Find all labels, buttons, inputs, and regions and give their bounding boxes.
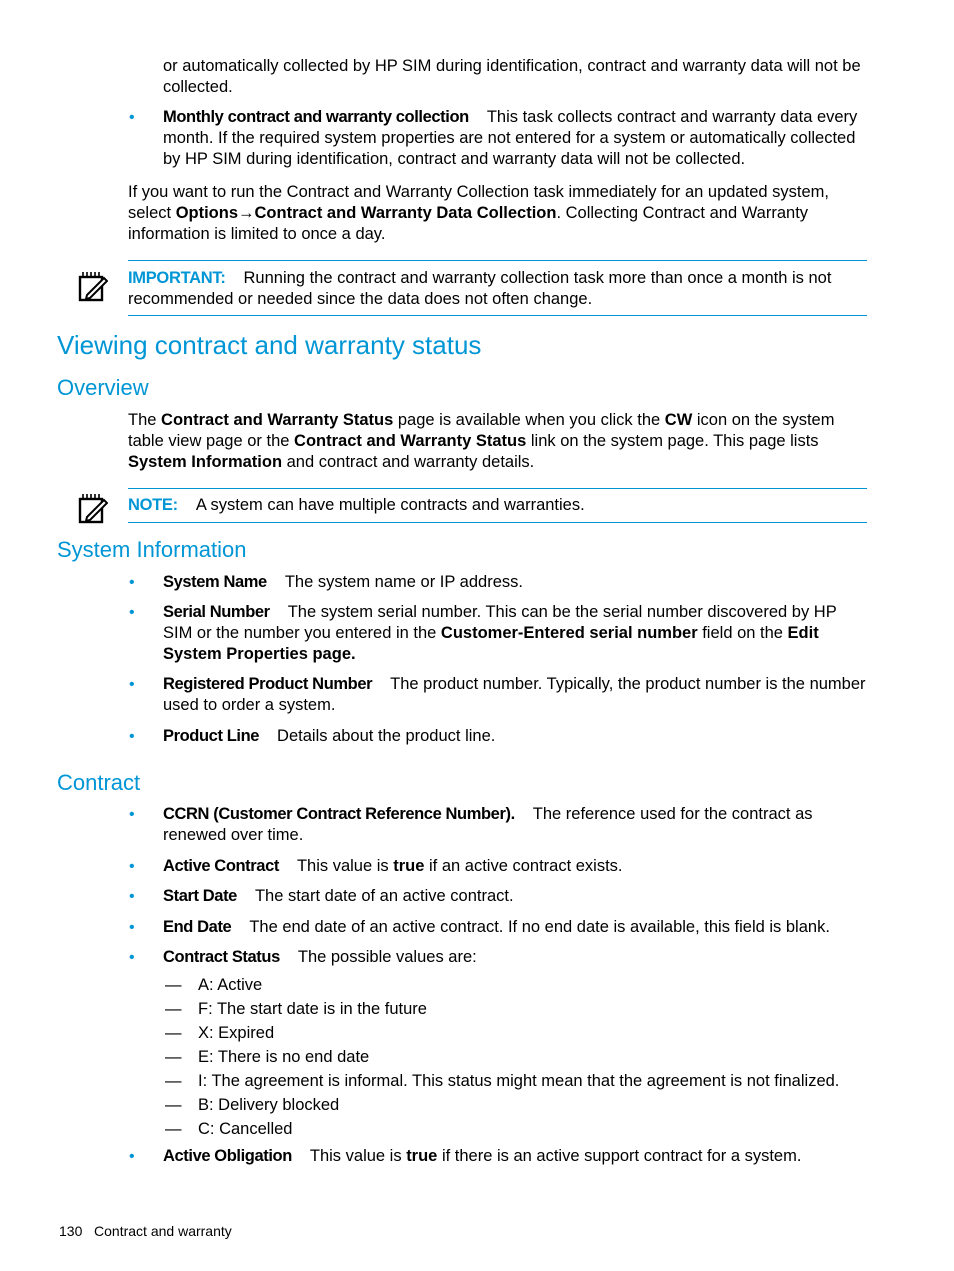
note-text: A system can have multiple contracts and warranties. bbox=[195, 496, 585, 514]
registered-product-label: Registered Product Number bbox=[163, 675, 373, 693]
ccrn-label: CCRN (Customer Contract Reference Number). bbox=[163, 805, 515, 823]
bullet-icon: • bbox=[129, 109, 135, 126]
status-value: A: Active bbox=[198, 976, 263, 994]
bullet-icon: • bbox=[129, 919, 135, 936]
system-name-item bbox=[163, 572, 868, 593]
status-value: B: Delivery blocked bbox=[198, 1096, 340, 1114]
serial-number-item bbox=[163, 602, 868, 665]
bullet-icon: • bbox=[129, 888, 135, 905]
registered-product-item bbox=[163, 674, 868, 716]
bullet-icon: • bbox=[129, 604, 135, 621]
notepad-pencil-icon bbox=[78, 492, 108, 524]
start-date-item bbox=[163, 886, 868, 907]
dash-marker: — bbox=[165, 1024, 182, 1042]
monthly-collection-label: Monthly contract and warranty collection bbox=[163, 108, 469, 126]
true-value: true bbox=[406, 1147, 438, 1165]
para-text: icon on the system table view page or the bbox=[128, 411, 835, 450]
para-text: The bbox=[128, 411, 162, 429]
run-immediately-paragraph bbox=[128, 182, 868, 245]
important-callout bbox=[128, 268, 868, 310]
cw-status-page-ref: Contract and Warranty Status bbox=[161, 411, 394, 429]
active-contract-text: This value is bbox=[296, 857, 394, 875]
system-name-label: System Name bbox=[163, 573, 267, 591]
overview-heading: Overview bbox=[57, 375, 149, 400]
notepad-pencil-icon bbox=[78, 270, 108, 302]
end-date-text: The end date of an active contract. If no end date is available, this field is blank. bbox=[249, 918, 830, 936]
status-value: F: The start date is in the future bbox=[198, 1000, 427, 1018]
monthly-collection-item bbox=[163, 107, 868, 170]
product-line-label: Product Line bbox=[163, 727, 260, 745]
contract-status-text: The possible values are: bbox=[297, 948, 477, 966]
active-obligation-text: This value is bbox=[309, 1147, 407, 1165]
status-value: X: Expired bbox=[198, 1024, 275, 1042]
status-value: C: Cancelled bbox=[198, 1120, 293, 1138]
intro-continuation: or automatically collected by HP SIM during identification, contract and warranty data will not be collected. bbox=[163, 57, 861, 96]
bullet-icon: • bbox=[129, 806, 135, 823]
menu-arrow: → bbox=[238, 204, 255, 222]
active-contract-label: Active Contract bbox=[163, 857, 279, 875]
overview-paragraph bbox=[128, 410, 868, 473]
contract-status-label: Contract Status bbox=[163, 948, 280, 966]
dash-marker: — bbox=[165, 1096, 182, 1114]
ccrn-item bbox=[163, 804, 868, 846]
note-label: NOTE: bbox=[128, 496, 178, 514]
contract-status-item bbox=[163, 947, 868, 968]
active-obligation-text: if there is an active support contract for a system. bbox=[437, 1147, 802, 1165]
bullet-icon: • bbox=[129, 676, 135, 693]
monthly-collection-text: This task collects contract and warranty data every month. If the required system properties are not entered for a system or automatically collected by HP SIM during identification, contract and warranty data will not be collected. bbox=[163, 108, 858, 168]
para-text: . Collecting Contract and Warranty information is limited to once a day. bbox=[128, 204, 809, 243]
bullet-icon: • bbox=[129, 1148, 135, 1165]
data-collection-menu-ref: Contract and Warranty Data Collection bbox=[254, 204, 557, 222]
important-top-rule bbox=[128, 260, 867, 261]
note-callout bbox=[128, 495, 868, 516]
chapter-title: Contract and warranty bbox=[94, 1223, 232, 1239]
start-date-text: The start date of an active contract. bbox=[254, 887, 514, 905]
bullet-icon: • bbox=[129, 728, 135, 745]
para-text: link on the system page. This page lists bbox=[526, 432, 819, 450]
ccrn-text: The reference used for the contract as renewed over time. bbox=[163, 805, 813, 844]
para-text: page is available when you click the bbox=[393, 411, 665, 429]
dash-marker: — bbox=[165, 1072, 182, 1090]
dash-marker: — bbox=[165, 1048, 182, 1066]
registered-product-text: The product number. Typically, the product number is the number used to order a system. bbox=[163, 675, 866, 714]
active-contract-text: if an active contract exists. bbox=[424, 857, 623, 875]
bullet-icon: • bbox=[129, 574, 135, 591]
system-information-heading: System Information bbox=[57, 537, 247, 562]
active-obligation-label: Active Obligation bbox=[163, 1147, 292, 1165]
serial-number-text: field on the bbox=[697, 624, 788, 642]
important-label: IMPORTANT: bbox=[128, 269, 226, 287]
serial-number-text: The system serial number. This can be the serial number discovered by HP SIM or the number you entered in the bbox=[163, 603, 837, 642]
edit-properties-page-ref: Edit System Properties page. bbox=[163, 624, 819, 663]
para-text: and contract and warranty details. bbox=[282, 453, 535, 471]
end-date-label: End Date bbox=[163, 918, 232, 936]
product-line-item bbox=[163, 726, 868, 747]
cw-icon-ref: CW bbox=[664, 411, 693, 429]
true-value: true bbox=[393, 857, 425, 875]
end-date-item bbox=[163, 917, 868, 938]
options-menu-ref: Options bbox=[175, 204, 239, 222]
dash-marker: — bbox=[165, 1000, 182, 1018]
section-title: Viewing contract and warranty status bbox=[57, 330, 482, 360]
customer-serial-field-ref: Customer-Entered serial number bbox=[440, 624, 698, 642]
page-number: 130 bbox=[59, 1223, 83, 1239]
start-date-label: Start Date bbox=[163, 887, 237, 905]
important-text: Running the contract and warranty collection task more than once a month is not recommended or needed since the data does not often change. bbox=[128, 269, 832, 308]
bullet-icon: • bbox=[129, 949, 135, 966]
note-bottom-rule bbox=[128, 522, 867, 523]
note-top-rule bbox=[128, 488, 867, 489]
serial-number-label: Serial Number bbox=[163, 603, 270, 621]
active-contract-item bbox=[163, 856, 868, 877]
para-text: If you want to run the Contract and Warranty Collection task immediately for an updated system, select bbox=[128, 183, 829, 222]
product-line-text: Details about the product line. bbox=[277, 727, 496, 745]
important-bottom-rule bbox=[128, 315, 867, 316]
status-value: I: The agreement is informal. This status might mean that the agreement is not finalized. bbox=[198, 1072, 840, 1090]
active-obligation-item bbox=[163, 1146, 868, 1167]
dash-marker: — bbox=[165, 1120, 182, 1138]
page-footer bbox=[59, 1222, 232, 1240]
cw-status-link-ref: Contract and Warranty Status bbox=[294, 432, 527, 450]
system-information-ref: System Information bbox=[128, 453, 283, 471]
status-value: E: There is no end date bbox=[198, 1048, 370, 1066]
system-name-text: The system name or IP address. bbox=[284, 573, 523, 591]
contract-heading: Contract bbox=[57, 770, 141, 795]
dash-marker: — bbox=[165, 976, 182, 994]
bullet-icon: • bbox=[129, 858, 135, 875]
